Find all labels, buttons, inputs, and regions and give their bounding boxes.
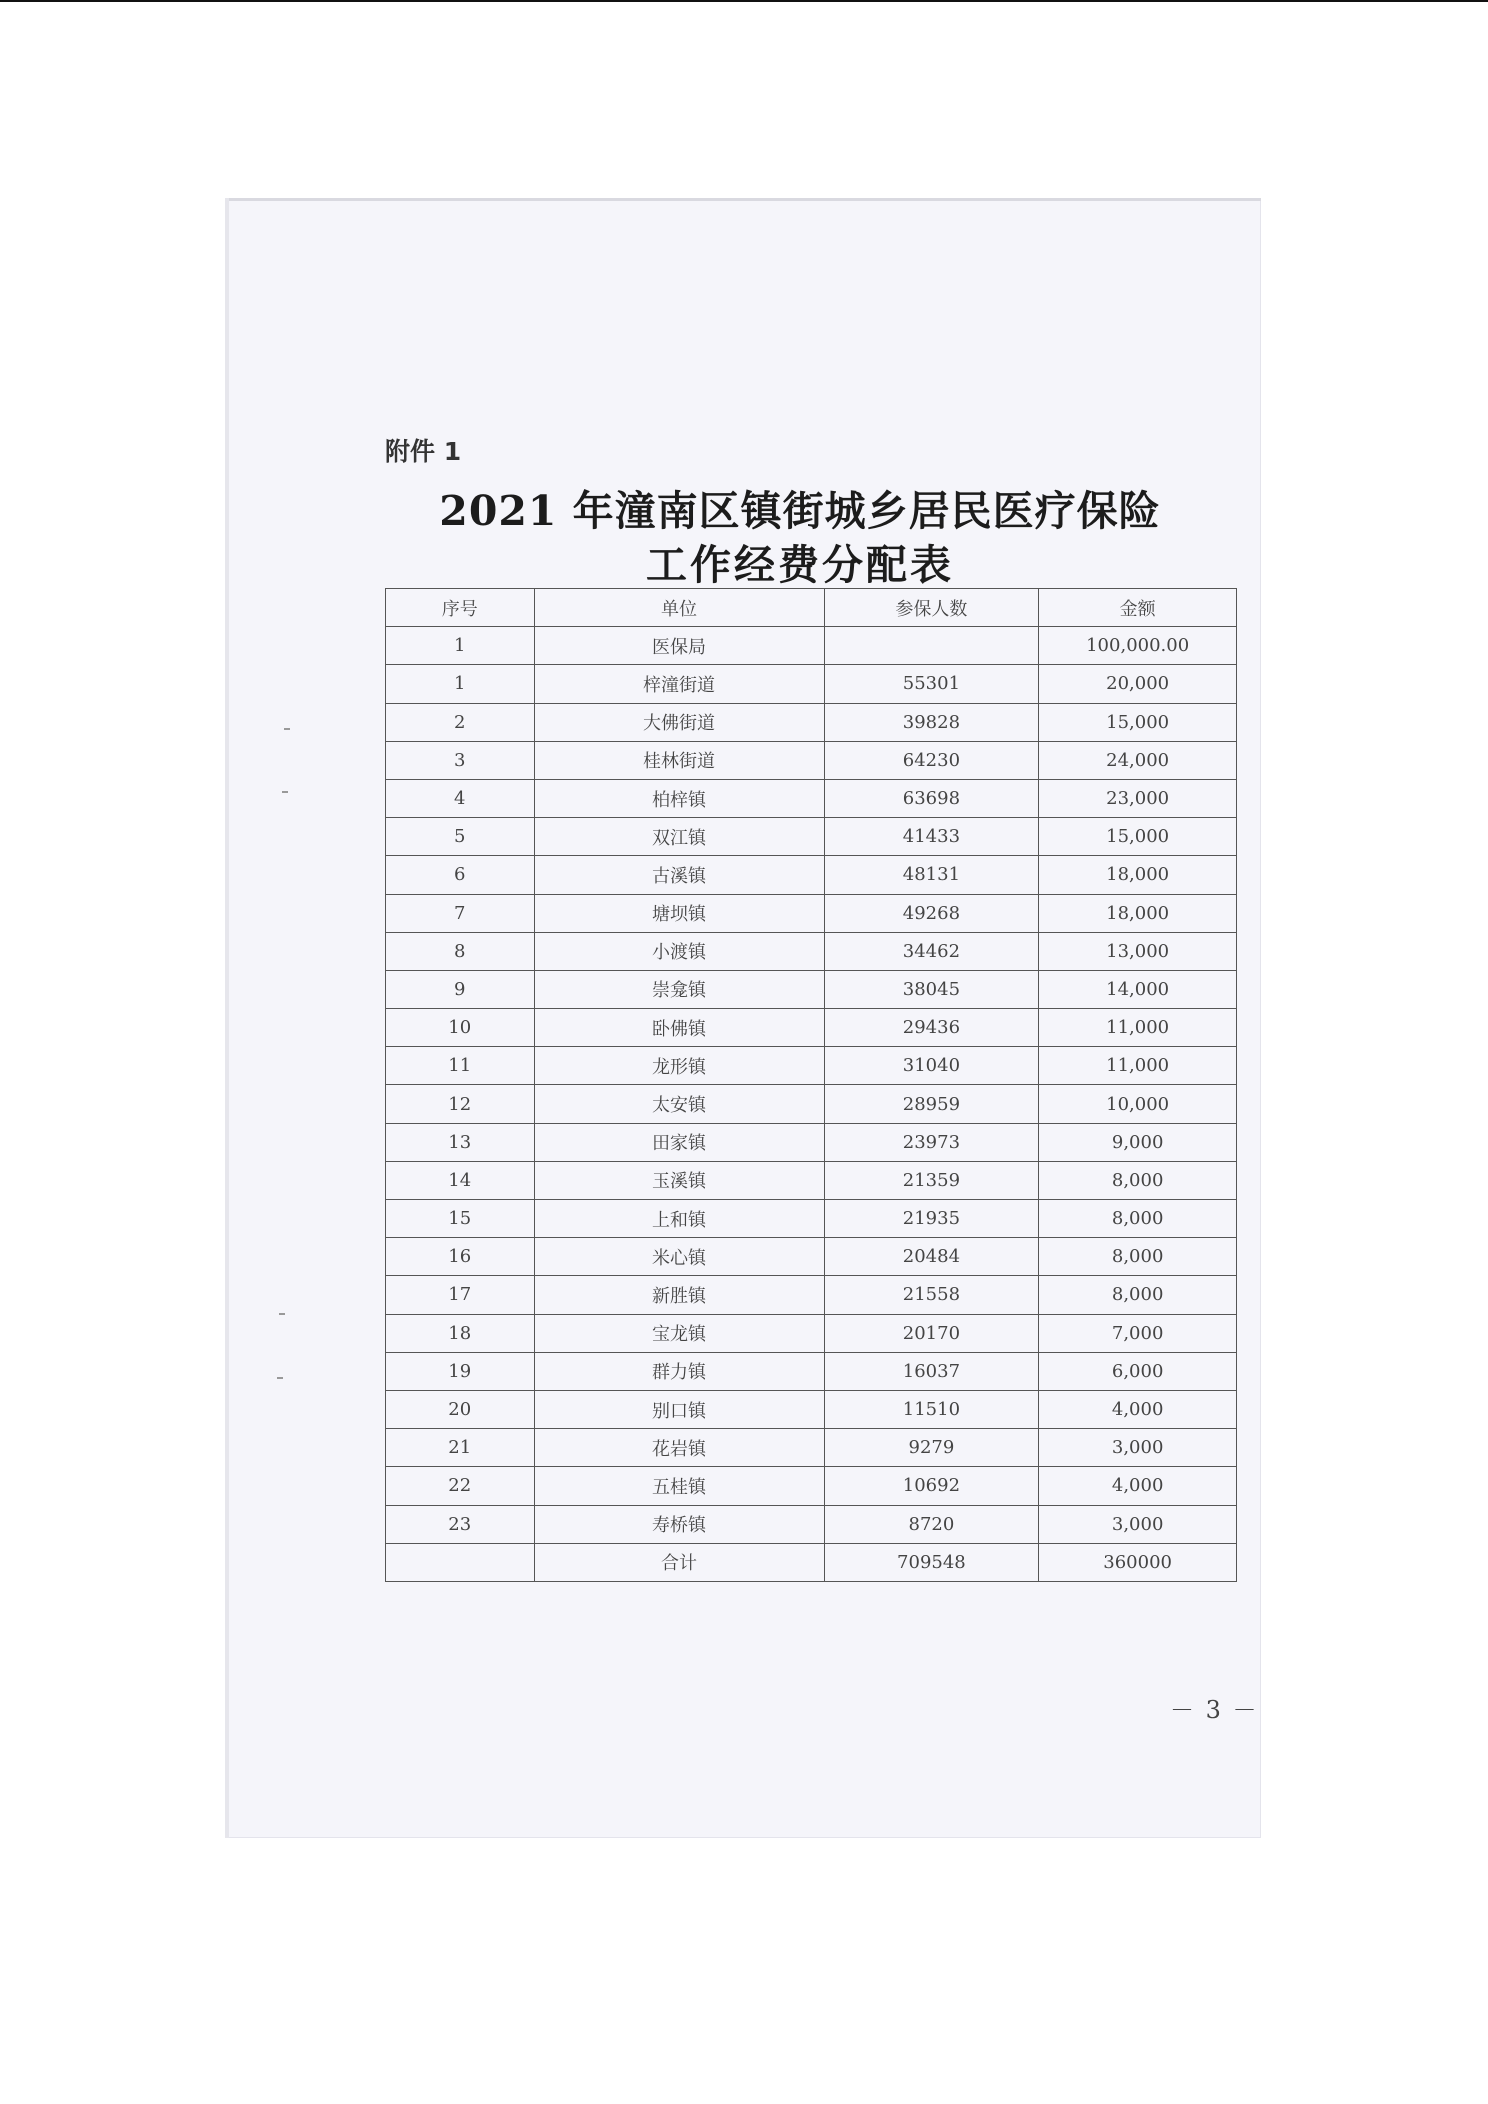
table-row [386,665,1237,703]
table-row [386,779,1237,817]
cell-seq: 22 [386,1467,535,1505]
cell-seq: 4 [386,779,535,817]
cell-amount: 23,000 [1039,779,1237,817]
cell-unit: 双江镇 [534,818,824,856]
table-row [386,1467,1237,1505]
table-row [386,1352,1237,1390]
cell-amount: 9,000 [1039,1123,1237,1161]
cell-insured-count: 29436 [824,1009,1039,1047]
table-row [386,856,1237,894]
cell-seq: 13 [386,1123,535,1161]
cell-insured-count: 34462 [824,932,1039,970]
table-row [386,703,1237,741]
cell-insured-count: 23973 [824,1123,1039,1161]
table-body [386,627,1237,1582]
cell-insured-count: 20170 [824,1314,1039,1352]
cell-amount: 3,000 [1039,1429,1237,1467]
cell-insured-count: 21935 [824,1200,1039,1238]
table-row [386,932,1237,970]
cell-insured-count [824,627,1039,665]
cell-unit: 大佛街道 [534,703,824,741]
document-title-line2: 工作经费分配表 [646,541,954,589]
table-row [386,1543,1237,1581]
table-row [386,1200,1237,1238]
table-row [386,1505,1237,1543]
cell-unit: 花岩镇 [534,1429,824,1467]
header-insured-count: 参保人数 [824,589,1039,627]
document-title-line1: 2021 年潼南区镇街城乡居民医疗保险 [439,487,1161,535]
cell-amount: 11,000 [1039,1009,1237,1047]
table-row [386,818,1237,856]
cell-unit: 新胜镇 [534,1276,824,1314]
table-row [386,1390,1237,1428]
cell-insured-count: 8720 [824,1505,1039,1543]
table-row [386,1085,1237,1123]
cell-unit: 崇龛镇 [534,970,824,1008]
cell-seq: 18 [386,1314,535,1352]
scan-speck [284,728,290,730]
cell-seq: 15 [386,1200,535,1238]
cell-amount: 8,000 [1039,1238,1237,1276]
cell-amount: 18,000 [1039,894,1237,932]
cell-insured-count: 64230 [824,741,1039,779]
cell-unit: 寿桥镇 [534,1505,824,1543]
table-row [386,970,1237,1008]
cell-seq: 3 [386,741,535,779]
table-row [386,1238,1237,1276]
cell-amount: 11,000 [1039,1047,1237,1085]
cell-unit: 田家镇 [534,1123,824,1161]
cell-unit: 玉溪镇 [534,1161,824,1199]
cell-unit: 上和镇 [534,1200,824,1238]
table-row [386,894,1237,932]
cell-seq: 7 [386,894,535,932]
cell-amount: 360000 [1039,1543,1237,1581]
cell-unit: 柏梓镇 [534,779,824,817]
cell-seq: 12 [386,1085,535,1123]
table-row [386,1429,1237,1467]
cell-seq: 23 [386,1505,535,1543]
cell-seq: 16 [386,1238,535,1276]
table-row [386,627,1237,665]
cell-seq: 20 [386,1390,535,1428]
cell-seq: 19 [386,1352,535,1390]
cell-insured-count: 11510 [824,1390,1039,1428]
cell-amount: 10,000 [1039,1085,1237,1123]
cell-insured-count: 28959 [824,1085,1039,1123]
header-unit: 单位 [534,589,824,627]
cell-insured-count: 20484 [824,1238,1039,1276]
cell-seq: 21 [386,1429,535,1467]
table-row [386,1123,1237,1161]
attachment-label: 附件 1 [385,437,462,466]
cell-insured-count: 16037 [824,1352,1039,1390]
cell-unit: 合计 [534,1543,824,1581]
cell-seq: 10 [386,1009,535,1047]
cell-unit: 梓潼街道 [534,665,824,703]
cell-seq: 14 [386,1161,535,1199]
cell-insured-count: 9279 [824,1429,1039,1467]
cell-unit: 群力镇 [534,1352,824,1390]
cell-insured-count: 21558 [824,1276,1039,1314]
cell-seq: 9 [386,970,535,1008]
cell-insured-count: 55301 [824,665,1039,703]
cell-unit: 塘坝镇 [534,894,824,932]
cell-amount: 15,000 [1039,703,1237,741]
cell-unit: 别口镇 [534,1390,824,1428]
cell-insured-count: 39828 [824,703,1039,741]
scan-speck [282,791,288,793]
scan-top-rule [0,0,1488,2]
cell-amount: 8,000 [1039,1161,1237,1199]
cell-unit: 米心镇 [534,1238,824,1276]
scan-speck [279,1313,285,1315]
cell-insured-count: 10692 [824,1467,1039,1505]
cell-unit: 桂林街道 [534,741,824,779]
page-edge-shadow-left [225,198,229,1838]
cell-unit: 小渡镇 [534,932,824,970]
cell-amount: 3,000 [1039,1505,1237,1543]
cell-amount: 4,000 [1039,1467,1237,1505]
cell-seq [386,1543,535,1581]
cell-amount: 8,000 [1039,1276,1237,1314]
table-row [386,1276,1237,1314]
cell-seq: 1 [386,665,535,703]
cell-unit: 卧佛镇 [534,1009,824,1047]
cell-seq: 1 [386,627,535,665]
cell-seq: 5 [386,818,535,856]
cell-unit: 医保局 [534,627,824,665]
cell-unit: 五桂镇 [534,1467,824,1505]
cell-amount: 6,000 [1039,1352,1237,1390]
table-row [386,741,1237,779]
cell-insured-count: 63698 [824,779,1039,817]
allocation-table [385,588,1237,1582]
cell-insured-count: 21359 [824,1161,1039,1199]
cell-amount: 18,000 [1039,856,1237,894]
cell-seq: 11 [386,1047,535,1085]
cell-unit: 太安镇 [534,1085,824,1123]
table-row [386,1314,1237,1352]
cell-insured-count: 48131 [824,856,1039,894]
table-row [386,1009,1237,1047]
cell-insured-count: 31040 [824,1047,1039,1085]
cell-amount: 24,000 [1039,741,1237,779]
cell-amount: 15,000 [1039,818,1237,856]
cell-amount: 13,000 [1039,932,1237,970]
cell-amount: 20,000 [1039,665,1237,703]
cell-amount: 4,000 [1039,1390,1237,1428]
cell-unit: 龙形镇 [534,1047,824,1085]
cell-insured-count: 49268 [824,894,1039,932]
table-row [386,1047,1237,1085]
cell-seq: 6 [386,856,535,894]
cell-seq: 17 [386,1276,535,1314]
cell-unit: 宝龙镇 [534,1314,824,1352]
cell-insured-count: 38045 [824,970,1039,1008]
cell-amount: 14,000 [1039,970,1237,1008]
header-seq: 序号 [386,589,535,627]
cell-amount: 8,000 [1039,1200,1237,1238]
table-row [386,1161,1237,1199]
cell-unit: 古溪镇 [534,856,824,894]
cell-seq: 8 [386,932,535,970]
cell-seq: 2 [386,703,535,741]
page-edge-shadow-top [225,198,1261,201]
header-amount: 金额 [1039,589,1237,627]
table-header-row [386,589,1237,627]
page-number: － 3 － [1170,1696,1259,1724]
cell-amount: 7,000 [1039,1314,1237,1352]
cell-amount: 100,000.00 [1039,627,1237,665]
scan-speck [277,1377,283,1379]
table-header [386,589,1237,627]
cell-insured-count: 41433 [824,818,1039,856]
cell-insured-count: 709548 [824,1543,1039,1581]
